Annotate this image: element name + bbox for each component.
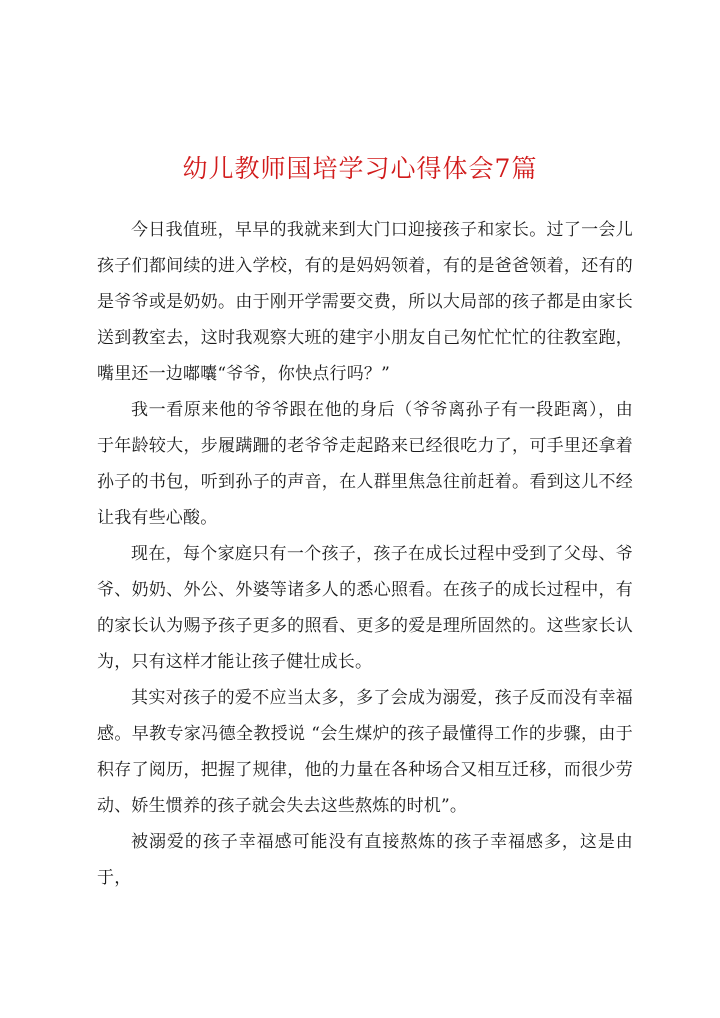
paragraph-4: 其实对孩子的爱不应当太多，多了会成为溺爱，孩子反而没有幸福感。早教专家冯德全教授说 “会生煤炉的孩子最懂得工作的步骤，由于积存了阅历，把握了规律，他的力量在各种场合又相互迁移，而很少劳动、娇生惯养的孩子就会失去这些熬炼的时机”。 (97, 688, 633, 816)
paragraph-1: 今日我值班，早早的我就来到大门口迎接孩子和家长。过了一会儿孩子们都间续的进入学校，有的是妈妈领着，有的是爸爸领着，还有的是爷爷或是奶奶。由于刚开学需要交费，所以大局部的孩子都是由家长送到教室去，这时我观察大班的建宇小朋友自己匆忙忙忙的往教室跑，嘴里还一边嘟囔“爷爷，你快点行吗？” (97, 220, 633, 384)
document-body (97, 212, 633, 896)
document-title: 幼儿教师国培学习心得体会7篇 (182, 154, 538, 183)
paragraph-2: 我一看原来他的爷爷跟在他的身后（爷爷离孙子有一段距离），由于年龄较大，步履蹒跚的老爷爷走起路来已经很吃力了，可手里还拿着孙子的书包，听到孙子的声音，在人群里焦急往前赶着。看到这儿不经让我有些心酸。 (97, 400, 633, 528)
paragraph-5: 被溺爱的孩子幸福感可能没有直接熬炼的孩子幸福感多，这是由于， (97, 832, 633, 888)
paragraph-3: 现在，每个家庭只有一个孩子，孩子在成长过程中受到了父母、爷爷、奶奶、外公、外婆等诸多人的悉心照看。在孩子的成长过程中，有的家长认为赐予孩子更多的照看、更多的爱是理所固然的。这些家长认为，只有这样才能让孩子健壮成长。 (97, 544, 633, 672)
